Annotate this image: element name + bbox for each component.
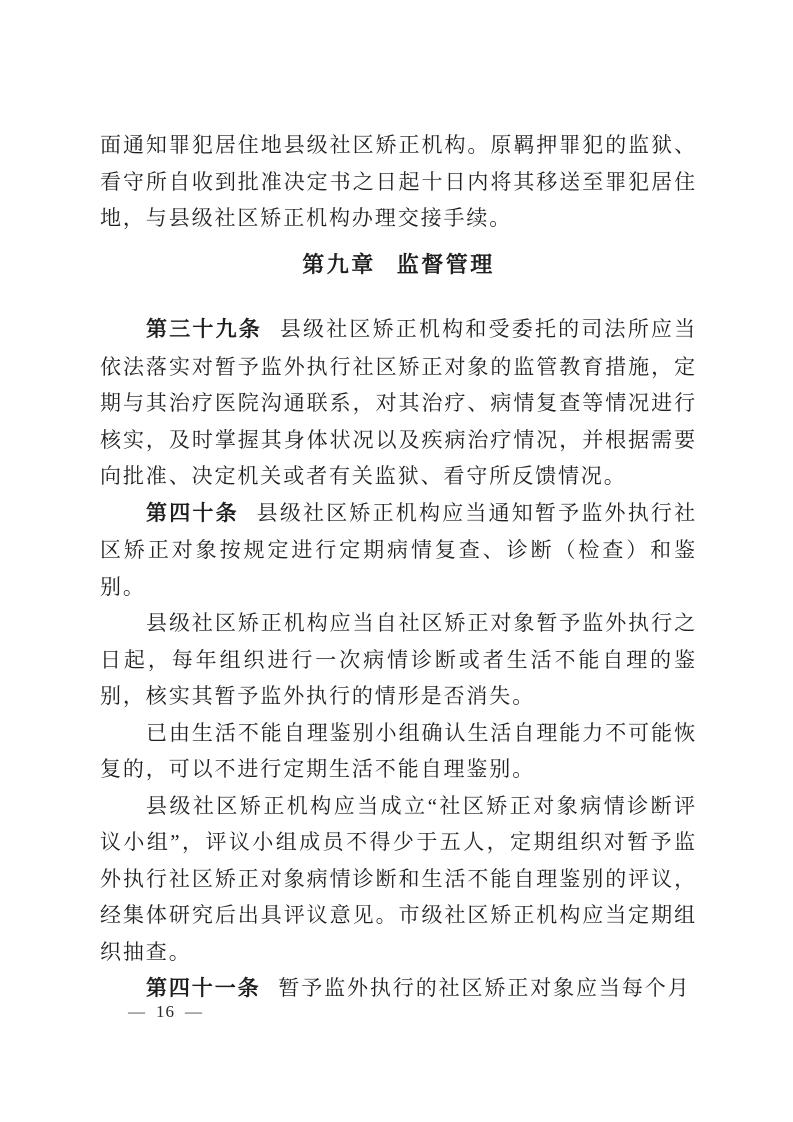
chapter-title: 监督管理 [396, 251, 495, 277]
article-number-label: 第四十一条 [146, 977, 261, 1000]
chapter-heading [100, 247, 697, 284]
footer-left-dash: — [128, 1002, 146, 1021]
paragraph: 面通知罪犯居住地县级社区矫正机构。原羁押罪犯的监狱、看守所自收到批准决定书之日起十日内将其移送至罪犯居住地，与县级社区矫正机构办理交接手续。 [100, 133, 697, 230]
paragraph: 县级社区矫正机构应当自社区矫正对象暂予监外执行之日起，每年组织进行一次病情诊断或者生活不能自理的鉴别，核实其暂予监外执行的情形是否消失。 [100, 611, 697, 708]
article-paragraph: 第三十九条 县级社区矫正机构和受委托的司法所应当依法落实对暂予监外执行社区矫正对象的监管教育措施，定期与其治疗医院沟通联系，对其治疗、病情复查等情况进行核实，及时掌握其身体状况以及疾病治疗情况，并根据需要向批准、决定机关或者有关监狱、看守所反馈情况。 [100, 317, 697, 488]
document-body [100, 127, 697, 1008]
page-footer [118, 1000, 213, 1024]
chapter-number: 第九章 [302, 251, 376, 277]
article-paragraph: 第四十一条 暂予监外执行的社区矫正对象应当每个月 [146, 976, 691, 1000]
footer-right-dash: — [185, 1002, 203, 1021]
article-number-label: 第三十九条 [146, 318, 262, 341]
article-paragraph: 第四十条 县级社区矫正机构应当通知暂予监外执行社区矫正对象按规定进行定期病情复查、诊断（检查）和鉴别。 [100, 500, 697, 599]
page-number: 16 [156, 1002, 175, 1021]
paragraph: 已由生活不能自理鉴别小组确认生活自理能力不可能恢复的，可以不进行定期生活不能自理鉴别。 [100, 720, 697, 781]
article-number-label: 第四十条 [146, 501, 239, 525]
paragraph: 县级社区矫正机构应当成立“社区矫正对象病情诊断评议小组”，评议小组成员不得少于五人，定期组织对暂予监外执行社区矫正对象病情诊断和生活不能自理鉴别的评议，经集体研究后出具评议意见。市级社区矫正机构应当定期组织抽查。 [100, 793, 697, 964]
